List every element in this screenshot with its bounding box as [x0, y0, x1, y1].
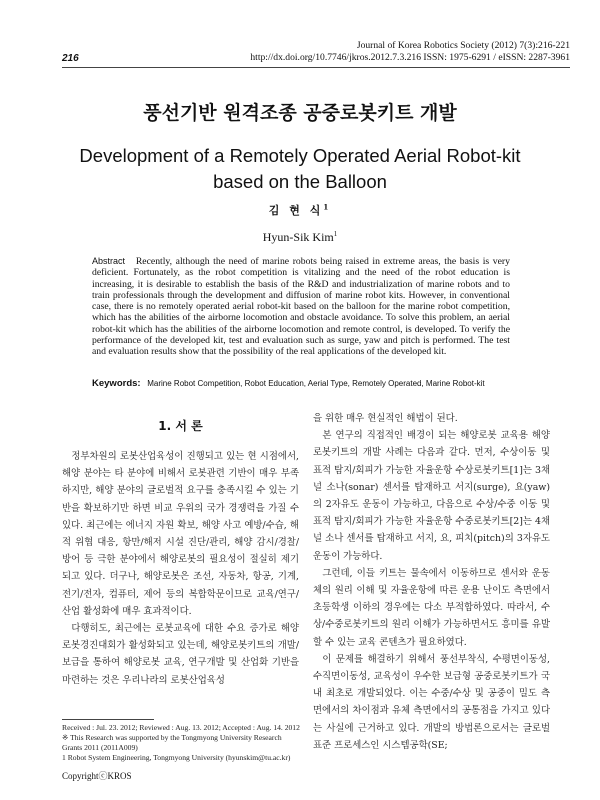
section-1-heading: 1. 서 론: [158, 419, 203, 433]
affiliation-footnote: 1 Robot System Engineering, Tongmyong University (hyunskim@tu.ac.kr): [62, 753, 291, 762]
abstract-label: Abstract: [92, 256, 126, 266]
footnotes: [62, 723, 302, 763]
korean-author: [0, 202, 600, 218]
body-paragraph: 본 연구의 직접적인 배경이 되는 해양로봇 교육용 해양로봇키트의 개발 사례는 다음과 같다. 먼저, 수상이동 및 표적 탐지/회피가 가능한 자율운항 수상로봇키트[1]는 3채널 소나(sonar) 센서를 탑재하고 서지(surge), 요(yaw)의 2자유도 운동이 가능하고, 다음으로 수상/수중 이동 및 표적 탐지/회피가 가능한 자율운항 수중로봇키트[2]는 4채널 소나 센서를 탑재하고 서지, 요, 피치(pitch)의 3자유도 운동이 가능하다.: [313, 430, 550, 562]
english-title: Development of a Remotely Operated Aerial Robot-kit based on the Balloon: [79, 145, 521, 192]
body-paragraph: 그런데, 이들 키트는 물속에서 이동하므로 센서와 운동체의 원리 이해 및 자율운항에 따른 운용 난이도 측면에서 초등학생 이하의 경우에는 다소 부적합하였다. 따라서, 수상/수중로봇키트의 원리 이해가 가능하면서도 흥미를 유발할 수 있는 교육 콘텐츠가 필요하였다.: [313, 567, 550, 648]
body-paragraph: 을 위한 매우 현실적인 해법이 된다.: [313, 413, 458, 424]
abstract-text: Recently, although the need of marine robots being raised in extreme areas, the basis is very deficient. Fortunately, as the robot competition is vitalizing and the need of the robot education is increasing, it is desirable to establish the basis of the R&D and industrialization of marine robots and to train professionals through the development and diffusion of marine robot kits. However, in conventional case, there is no remotely operated aerial robot-kit based on the balloon for the marine robot competition, which has the abilities of the airborne locomotion and obstacle avoidance. To solve this problem, an aerial robot-kit which has the abilities of the airborne locomotion and remote control, is developed. To verify the performance of the developed kit, test and evaluation such as surge, yaw and pitch is performed. The test and evaluation results show that the possibility of the real applications of the developed kit.: [92, 256, 510, 358]
abstract: [92, 256, 510, 358]
funding-footnote: ※ This Research was supported by the Tongmyong University Research Grants 2011 (2011A009): [62, 733, 282, 752]
english-author-affiliation-mark: 1: [333, 230, 338, 238]
body-paragraph: 이 문제를 해결하기 위해서 풍선부착식, 수평면이동성, 수직면이동성, 교육성이 우수한 보급형 공중로봇키트가 국내 최초로 개발되었다. 이는 수중/수상 및 공중이 밀도 측면에서의 차이점과 유체 측면에서의 공통점을 가지고 있다는 사실에 근거하고 있다. 개발의 방법론으로서는 글로벌 표준 프로세스인 시스템공학(SE;: [313, 653, 550, 751]
korean-author-affiliation-mark: 1: [323, 202, 332, 212]
doi-issn-line[interactable]: http://dx.doi.org/10.7746/jkros.2012.7.3.216 ISSN: 1975-6291 / eISSN: 2287-3961: [250, 52, 570, 63]
korean-title: 풍선기반 원격조종 공중로봇키트 개발: [143, 102, 457, 124]
received-dates-footnote: Received : Jul. 23. 2012; Reviewed : Aug. 13. 2012; Accepted : Aug. 14. 2012: [62, 723, 300, 732]
keywords-text: Marine Robot Competition, Robot Education, Aerial Type, Remotely Operated, Marine Robot-kit: [147, 379, 485, 388]
body-paragraph: 정부차원의 로봇산업육성이 진행되고 있는 현 시점에서, 해양 분야는 타 분야에 비해서 로봇관련 기반이 매우 부족하지만, 해양 분야의 글로벌적 요구를 충족시킬 수 있는 기반을 확보하기만 하면 비교 우위의 국가 경쟁력을 가질 수 있다. 최근에는 에너지 자원 확보, 해양 사고 예방/수습, 해적 위협 대응, 항만/해저 시설 진단/관리, 해양 감시/경찰/방어 등 극한 분야에서 해양로봇의 필요성이 절실히 제기되고 있다. 더구나, 해양로봇은 조선, 자동차, 항공, 기계, 전기/전자, 컴퓨터, 제어 등의 복합학문이므로 교육/연구/산업 활성화에 매우 효과적이다.: [62, 451, 299, 617]
english-author: [0, 230, 600, 245]
header-rule: [62, 67, 570, 68]
footnote-rule: [62, 719, 154, 720]
journal-citation: Journal of Korea Robotics Society (2012) 7(3):216-221: [356, 40, 570, 51]
journal-header: [250, 40, 570, 64]
keywords: [92, 378, 532, 389]
korean-author-name: 김 현 식: [268, 204, 324, 217]
page-number: 216: [62, 53, 79, 64]
copyright: CopyrightⓒKROS: [62, 771, 132, 781]
left-column: [62, 448, 299, 689]
english-author-name: Hyun-Sik Kim: [262, 230, 334, 244]
body-paragraph: 다행히도, 최근에는 로봇교육에 대한 수요 증가로 해양로봇경진대회가 활성화되고 있는데, 해양로봇키트의 개발/보급을 통하여 해양로봇 교육, 연구개발 및 산업화 기반을 마련하는 것은 우리나라의 로봇산업육성: [62, 623, 299, 686]
right-column: [313, 410, 550, 754]
keywords-label: Keywords:: [92, 378, 141, 389]
